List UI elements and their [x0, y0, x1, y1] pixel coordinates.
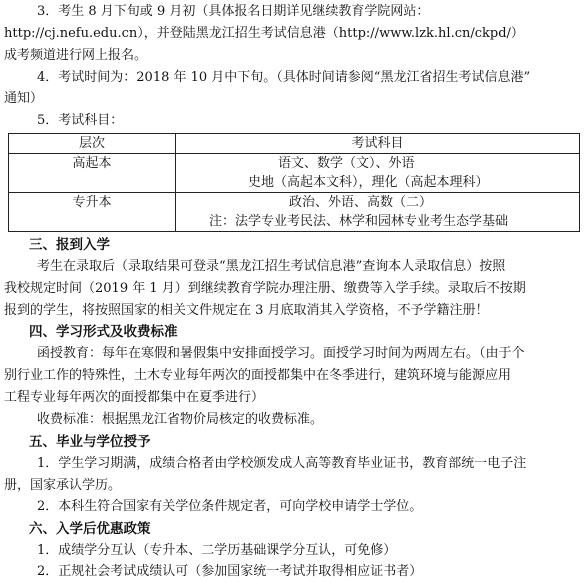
table-header-subjects: 考试科目 [176, 134, 580, 154]
para-registration-line-1: 3．考生 8 月下旬或 9 月初（具体报名日期详见继续教育学院网站： [37, 4, 430, 19]
table-cell-level: 高起本 [9, 154, 176, 193]
subject-line: 政治、外语、高数（二） [289, 195, 433, 210]
section-study-fees-line-4: 收费标准：根据黑龙江省物价局核定的收费标准。 [37, 412, 324, 427]
section-heading-enrollment: 三、报到入学 [29, 237, 110, 253]
section-graduation-line-1: 1．学生学习期满，成绩合格者由学校颁发成人高等教育毕业证书，教育部统一电子注 [37, 456, 527, 471]
table-row [9, 154, 580, 193]
para-registration-line-3: 成考频道进行网上报名。 [4, 48, 148, 63]
section-study-fees-line-3: 工程专业每年两次的面授都集中在夏季进行） [4, 390, 265, 405]
para-exam-time-line-1: 4．考试时间为：2018 年 10 月中下旬。（具体时间请参阅“黑龙江省招生考试信息港” [37, 70, 531, 85]
exam-subjects-label: 5．考试科目： [37, 113, 124, 128]
section-heading-study-fees: 四、学习形式及收费标准 [29, 324, 178, 340]
section-graduation-line-2: 册，国家承认学历。 [4, 478, 122, 493]
section-study-fees-line-1: 函授教育：每年在寒假和暑假集中安排面授学习。面授学习时间为两周左右。（由于个 [37, 346, 525, 361]
table-row [9, 193, 580, 232]
exam-subjects-table [8, 133, 580, 232]
section-benefits-line-1: 1．成绩学分互认（专升本、二学历基础课学分互认，可免修） [37, 543, 397, 558]
section-enrollment-line-3: 报到的学生，将按照国家的相关文件规定在 3 月底取消其入学资格，不予学籍注册！ [4, 303, 489, 318]
section-graduation-line-3: 2．本科生符合国家有关学位条件规定者，可向学校申请学士学位。 [37, 499, 423, 514]
table-cell-level: 专升本 [9, 193, 176, 232]
subject-line: 注：法学专业考民法、林学和园林专业考生态学基础 [209, 214, 509, 229]
para-registration-line-2: http://cj.nefu.edu.cn），并登陆黑龙江招生考试信息港（http://www.lzk.hl.cn/ckpd/） [4, 26, 524, 41]
section-study-fees-line-2: 别行业工作的特殊性，土木专业每年两次的面授都集中在冬季进行，建筑环境与能源应用 [4, 368, 512, 383]
section-benefits-line-2: 2．正规社会考试成绩认可（参加国家统一考试并取得相应证书者） [37, 564, 423, 579]
subject-line: 语文、数学（文）、外语 [278, 156, 415, 171]
section-heading-benefits: 六、入学后优惠政策 [29, 521, 151, 537]
section-enrollment-line-2: 我校规定时间（2019 年 1 月）到继续教育学院办理注册、缴费等入学手续。录取后不按期 [4, 281, 526, 296]
table-header-level: 层次 [9, 134, 176, 154]
table-header-row [9, 134, 580, 154]
para-exam-time-line-2: 通知） [4, 91, 44, 106]
section-enrollment-line-1: 考生在录取后（录取结果可登录“黑龙江招生考试信息港”查询本人录取信息）按照 [37, 259, 506, 274]
table-cell-subjects [176, 193, 580, 232]
section-heading-graduation: 五、毕业与学位授予 [29, 434, 151, 450]
subject-line: 史地（高起本文科），理化（高起本理科） [248, 175, 489, 190]
table-cell-subjects [176, 154, 580, 193]
